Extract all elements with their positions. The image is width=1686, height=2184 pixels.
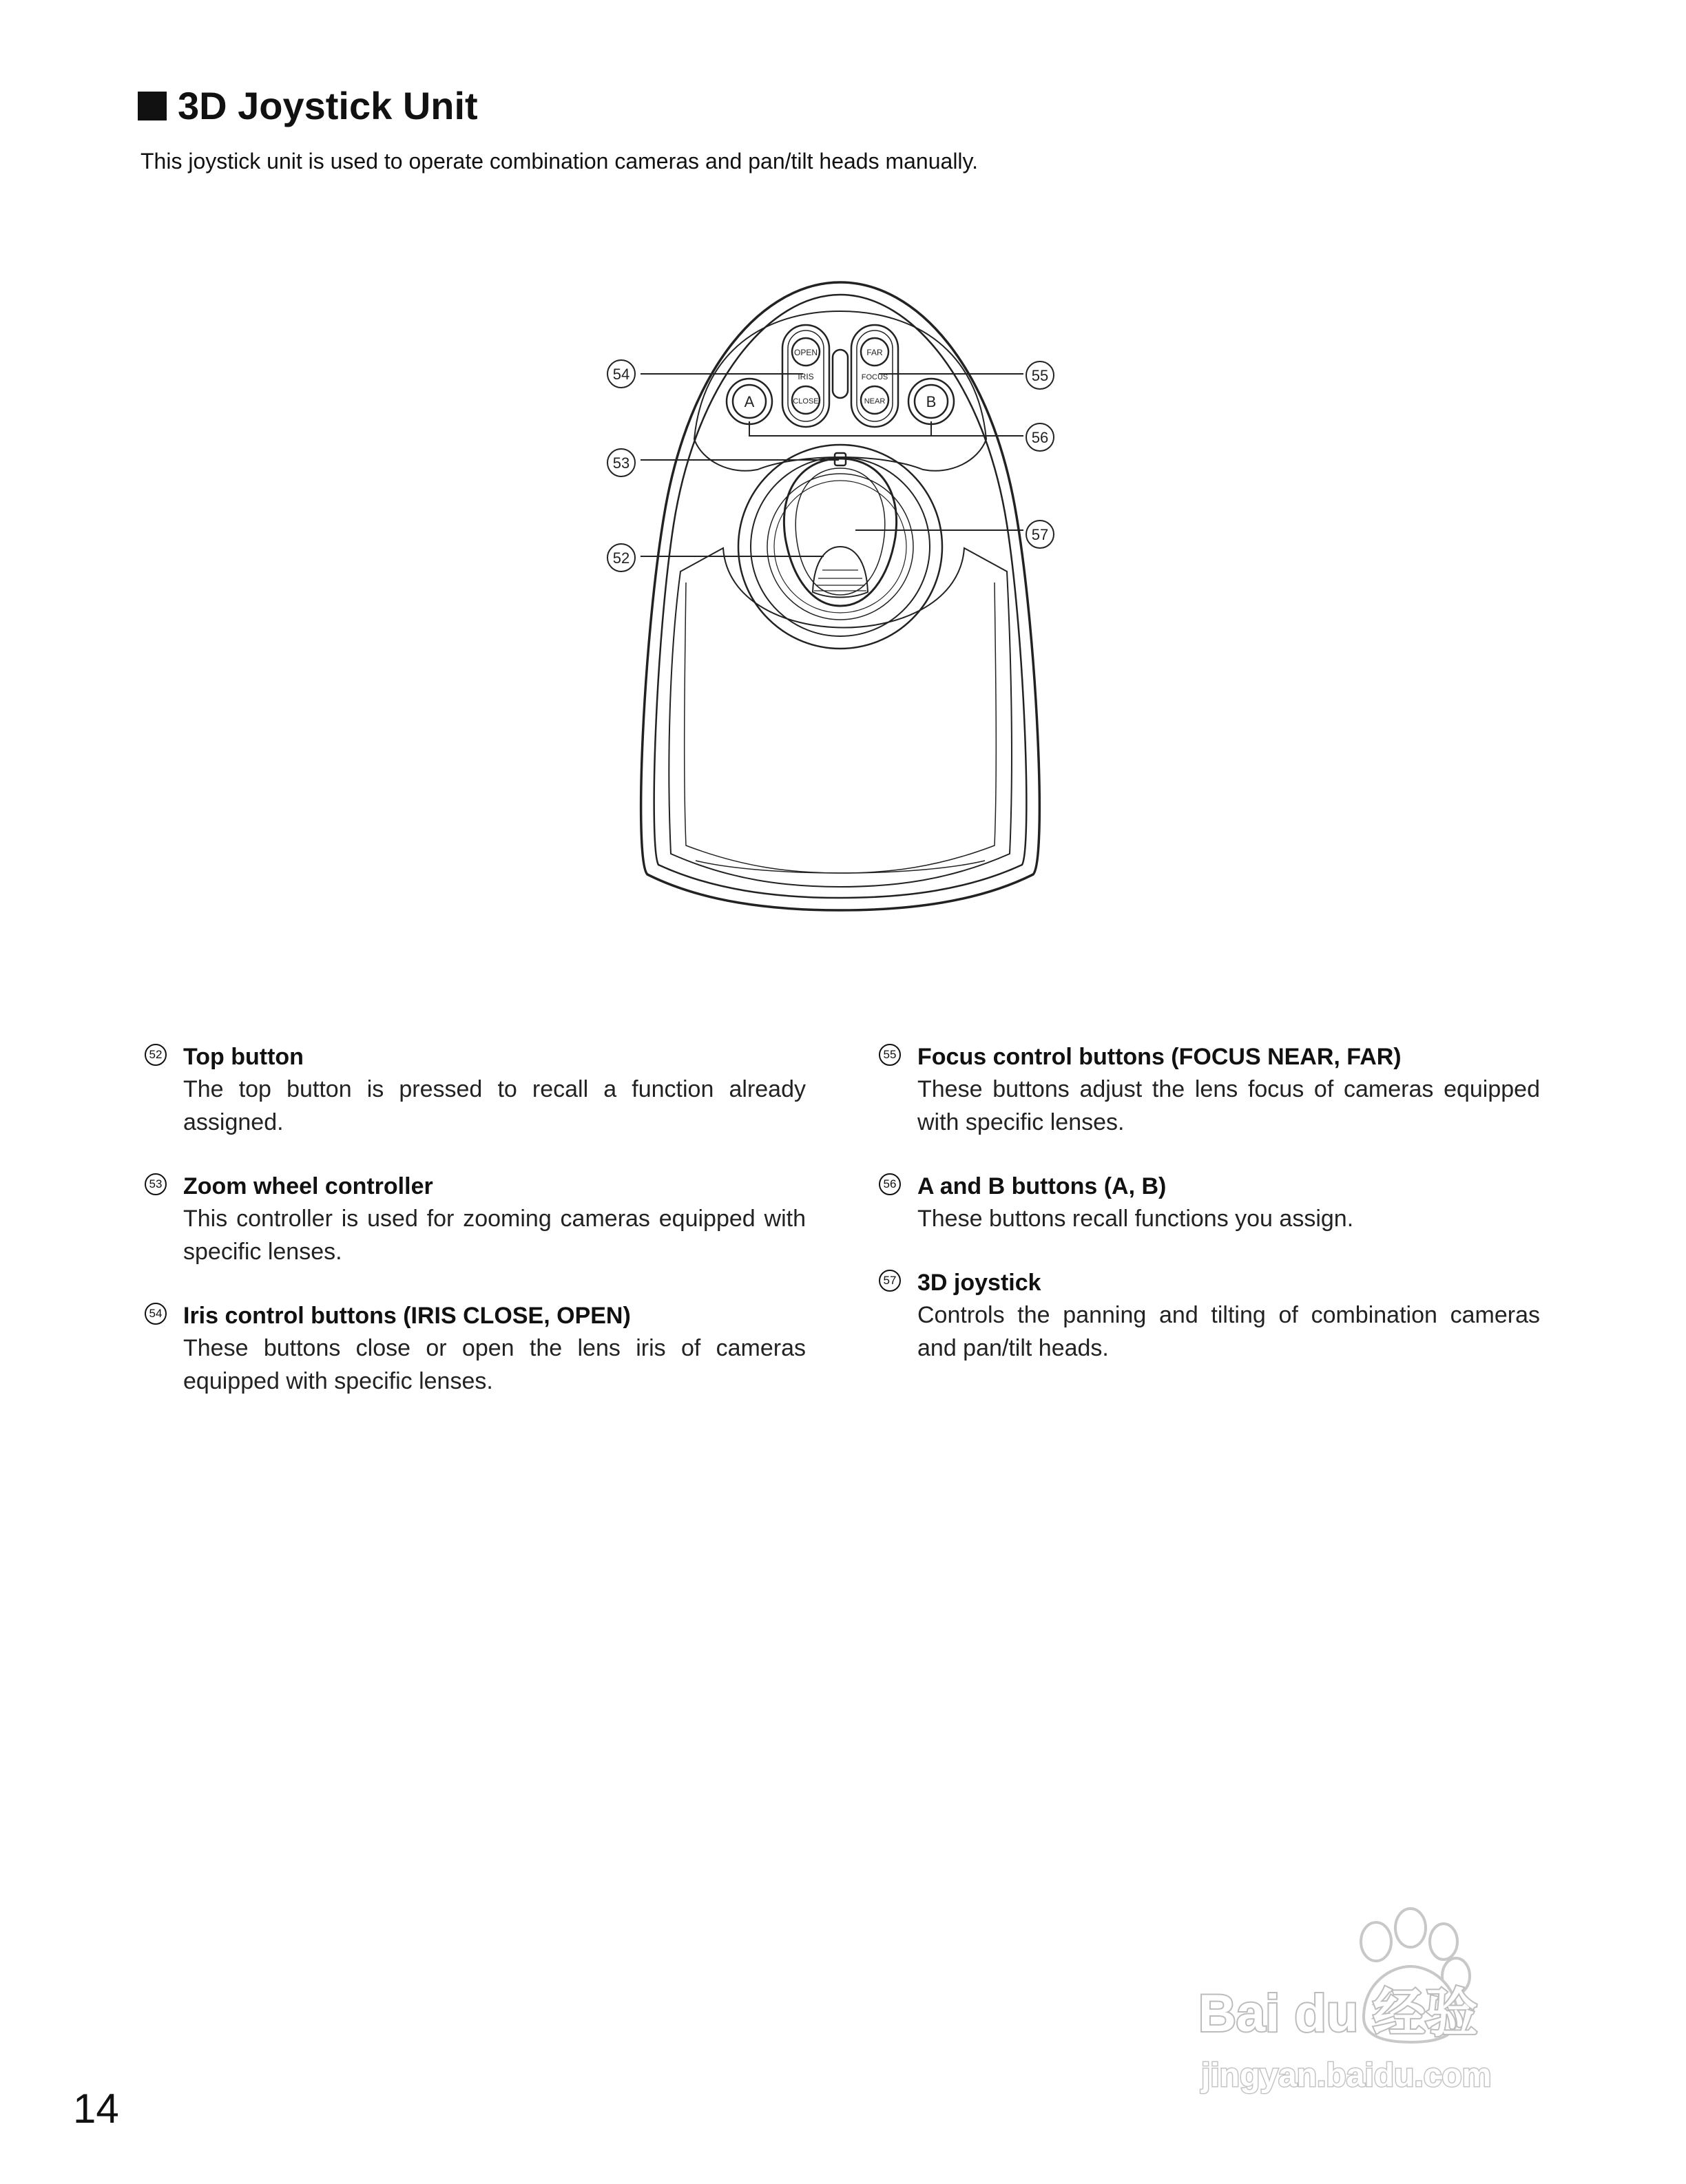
description-column-left	[145, 1041, 806, 1429]
focus-far-label: FAR	[866, 348, 883, 357]
item-number: 56	[879, 1173, 901, 1195]
item-title: Iris control buttons (IRIS CLOSE, OPEN)	[183, 1303, 631, 1329]
iris-label: IRIS	[798, 372, 814, 381]
item-title: Zoom wheel controller	[183, 1173, 433, 1199]
item-number: 54	[145, 1303, 167, 1325]
item-text: The top button is pressed to recall a function already assigned.	[183, 1076, 806, 1135]
section-title: 3D Joystick Unit	[178, 84, 478, 127]
b-button-label: B	[926, 393, 937, 410]
iris-close-label: CLOSE	[793, 397, 819, 406]
description-item-ab-buttons	[879, 1170, 1540, 1235]
item-text: These buttons recall functions you assign.	[917, 1206, 1354, 1232]
item-text: These buttons adjust the lens focus of cameras equipped with specific lenses.	[917, 1076, 1540, 1135]
focus-label: FOCUS	[861, 373, 888, 381]
callout-57: 57	[1031, 526, 1049, 543]
item-number: 53	[145, 1173, 167, 1195]
item-text: These buttons close or open the lens iris of cameras equipped with specific lenses.	[183, 1335, 806, 1394]
item-title: Focus control buttons (FOCUS NEAR, FAR)	[917, 1044, 1402, 1070]
callout-54: 54	[612, 366, 630, 383]
item-number: 57	[879, 1270, 901, 1292]
section-heading	[138, 81, 478, 131]
callout-52: 52	[612, 549, 630, 567]
joystick-illustration	[592, 269, 1088, 930]
top-button[interactable]	[813, 547, 868, 598]
item-title: Top button	[183, 1044, 304, 1070]
description-column-right	[879, 1041, 1540, 1396]
callout-56: 56	[1031, 429, 1049, 446]
watermark-brand: Bai du 经验	[1198, 1984, 1478, 2043]
description-item-zoom-wheel	[145, 1170, 806, 1268]
a-button-label: A	[744, 393, 755, 410]
callout-53: 53	[612, 454, 630, 472]
callout-55: 55	[1031, 367, 1049, 384]
item-text: This controller is used for zooming cameras equipped with specific lenses.	[183, 1206, 806, 1265]
item-title: A and B buttons (A, B)	[917, 1173, 1167, 1199]
description-item-iris-buttons	[145, 1300, 806, 1398]
intro-text: This joystick unit is used to operate combination cameras and pan/tilt heads manually.	[140, 149, 979, 174]
iris-open-label: OPEN	[793, 348, 818, 357]
item-number: 55	[879, 1044, 901, 1066]
item-number: 52	[145, 1044, 167, 1066]
item-text: Controls the panning and tilting of combination cameras and pan/tilt heads.	[917, 1302, 1540, 1361]
focus-near-label: NEAR	[864, 397, 886, 406]
description-item-focus-buttons	[879, 1041, 1540, 1139]
item-title: 3D joystick	[917, 1270, 1041, 1296]
watermark-url: jingyan.baidu.com	[1201, 2057, 1492, 2094]
description-item-3d-joystick	[879, 1267, 1540, 1365]
square-bullet-icon	[138, 92, 167, 120]
page-number: 14	[73, 2086, 119, 2132]
description-item-top-button	[145, 1041, 806, 1139]
baidu-watermark	[1191, 1900, 1577, 2107]
